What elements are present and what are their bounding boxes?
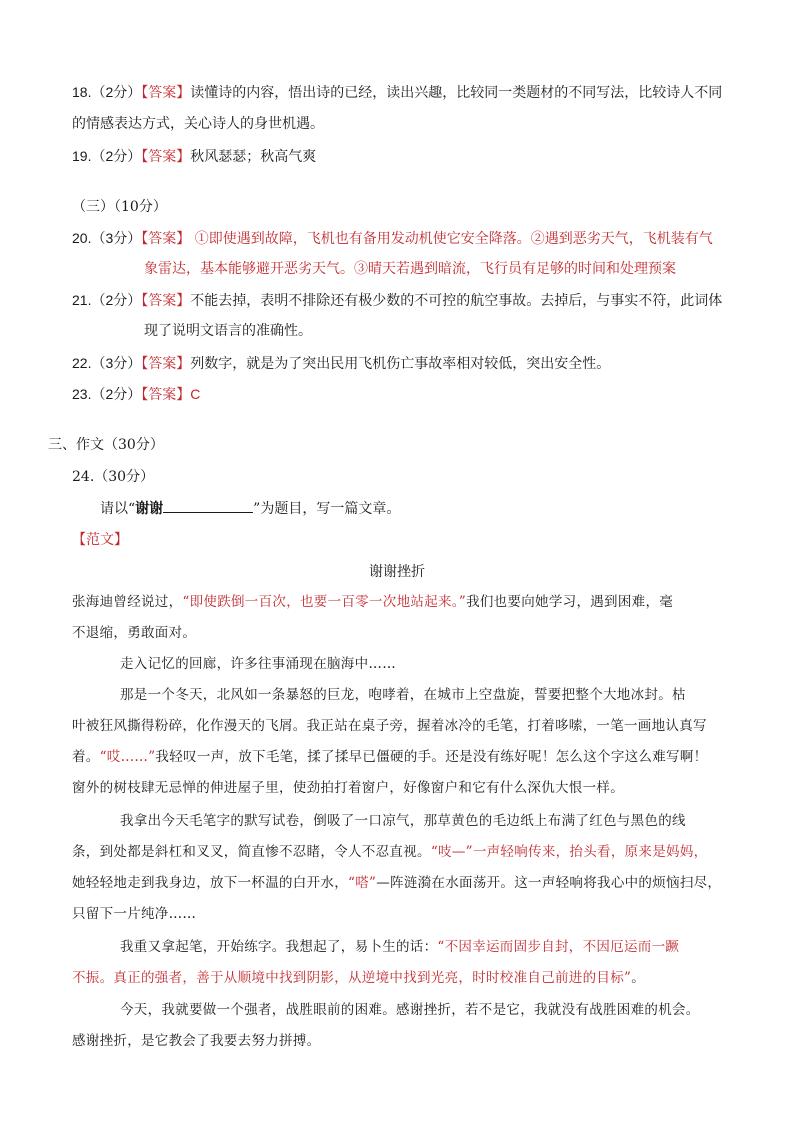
answer-tag: 【答案】 xyxy=(141,293,191,309)
answer-20-line2: 象雷达，基本能够避开恶劣天气。③晴天若遇到暗流，飞行员有足够的时间和处理预案 xyxy=(144,261,676,277)
answer-tag: 【答案】 xyxy=(141,231,191,247)
answer-22: 22.（3分）【答案】列数字，就是为了突出民用飞机伤亡事故率相对较低，突出安全性。 xyxy=(72,355,611,372)
essay-p4-line2: 条，到处都是斜杠和叉叉，简直惨不忍睹，令人不忍直视。“吱—”一声轻响传来，抬头看，原来是妈妈， xyxy=(72,844,708,860)
essay-p6-line2: 感谢挫折，是它教会了我要去努力拼搏。 xyxy=(72,1033,321,1049)
composition-heading: 三、作文（30分） xyxy=(48,437,164,453)
essay-p4-line4: 只留下一片纯净…… xyxy=(72,906,197,922)
section-heading-3: （三）（10分） xyxy=(72,199,167,215)
answer-tag: 【答案】 xyxy=(141,387,191,403)
sample-essay-tag: 【范文】 xyxy=(72,532,128,548)
essay-p6-line1: 今天，我就要做一个强者，战胜眼前的困难。感谢挫折，若不是它，我就没有战胜困难的机会。 xyxy=(120,1002,700,1018)
answer-21-line2: 现了说明文语言的准确性。 xyxy=(144,323,312,339)
essay-p3-line1: 那是一个冬天，北风如一条暴怒的巨龙，咆哮着，在城市上空盘旋，誓要把整个大地冰封。枯 xyxy=(120,687,686,703)
title-blank xyxy=(163,498,253,513)
essay-p3-line2: 叶被狂风撕得粉碎，化作漫天的飞屑。我正站在桌子旁，握着冰冷的毛笔，打着哆嗦，一笔一画地认真写 xyxy=(72,718,707,734)
essay-p4-line3: 她轻轻地走到我身边，放下一杯温的白开水，“嗒”—阵涟漪在水面荡开。这一声轻响将我心中的烦恼扫尽， xyxy=(72,875,722,891)
answer-20-line1: 20.（3分）【答案】 ①即使遇到故障，飞机也有备用发动机使它安全降落。②遇到恶劣天气，飞机装有气 xyxy=(72,230,713,247)
essay-p5-line1: 我重又拿起笔，开始练字。我想起了，易卜生的话：“不因幸运而固步自封，不因厄运而一蹶 xyxy=(120,939,680,955)
essay-p5-line2: 不振。真正的强者，善于从顺境中找到阴影，从逆境中找到光亮，时时校准自己前进的目标”。 xyxy=(72,970,646,986)
essay-p4-line1: 我拿出今天毛笔字的默写试卷，倒吸了一口凉气，那草黄色的毛边纸上布满了红色与黑色的线 xyxy=(120,813,686,829)
answer-18-line2: 的情感表达方式，关心诗人的身世机遇。 xyxy=(72,116,324,132)
essay-title: 谢谢挫折 xyxy=(369,564,425,580)
answer-tag: 【答案】 xyxy=(141,149,191,165)
answer-18-line1: 18.（2分）【答案】读懂诗的内容，悟出诗的已经，读出兴趣，比较同一类题材的不同写法，比较诗人不同 xyxy=(72,84,723,101)
essay-p1-line1: 张海迪曾经说过，“即使跌倒一百次，也要一百零一次地站起来。”我们也要向她学习，遇到困难，毫 xyxy=(72,594,674,610)
question-24: 24.（30分） xyxy=(72,469,155,485)
answer-21-line1: 21.（2分）【答案】不能去掉，表明不排除还有极少数的不可控的航空事故。去掉后，与事实不符，此词体 xyxy=(72,292,723,309)
essay-p1-line2: 不退缩，勇敢面对。 xyxy=(72,625,197,641)
essay-p3-line3: 着。“哎……”我轻叹一声，放下毛笔，揉了揉早已僵硬的手。还是没有练好呢！怎么这个字这么难写啊！ xyxy=(72,749,708,765)
answer-tag: 【答案】 xyxy=(141,356,191,372)
answer-19: 19.（2分）【答案】秋风瑟瑟；秋高气爽 xyxy=(72,148,317,165)
answer-tag: 【答案】 xyxy=(141,85,191,101)
essay-p3-line4: 窗外的树枝肆无忌惮的伸进屋子里，使劲拍打着窗户，好像窗户和它有什么深仇大恨一样。 xyxy=(72,780,624,796)
essay-p2: 走入记忆的回廊，许多往事涌现在脑海中…… xyxy=(120,656,396,672)
answer-23: 23.（2分）【答案】C xyxy=(72,386,201,403)
composition-prompt: 请以“谢谢 ”为题目，写一篇文章。 xyxy=(100,498,400,519)
